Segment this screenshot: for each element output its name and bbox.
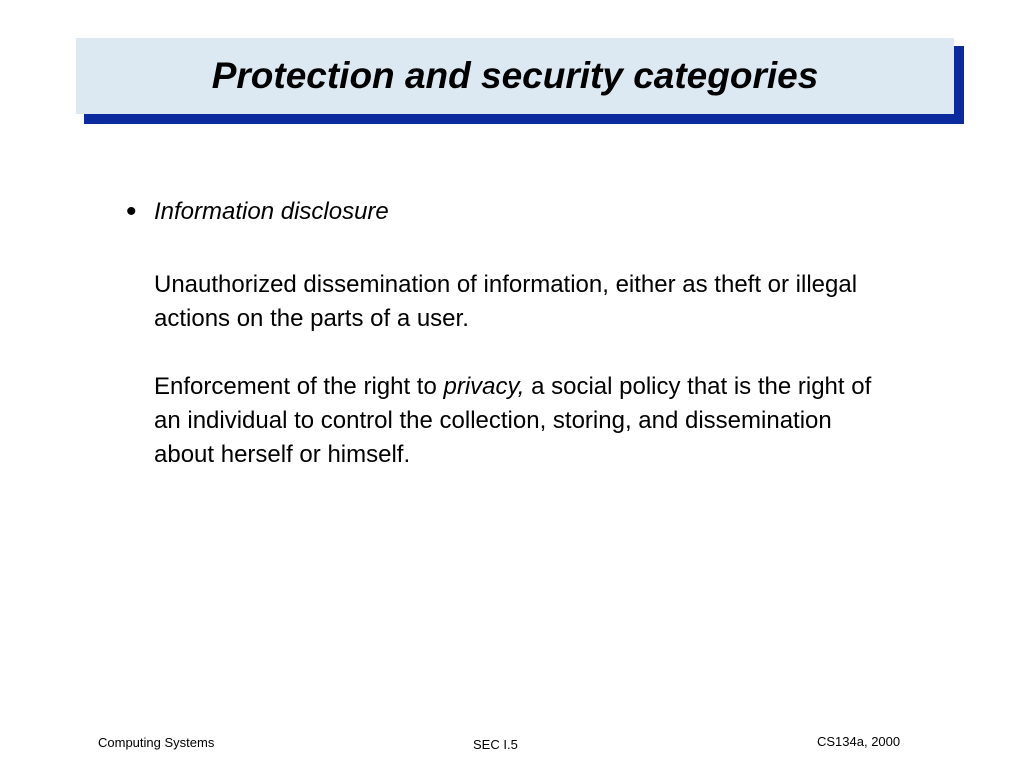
title-box bbox=[76, 38, 954, 114]
footer-course-code: CS134a, 2000 bbox=[817, 734, 901, 749]
footer-slide-number: SEC I.5 bbox=[473, 737, 518, 752]
slide-title: Protection and security categories bbox=[211, 55, 819, 96]
footer-course-name: Computing Systems bbox=[98, 735, 215, 750]
paragraph-unauthorized-dissemination: Unauthorized dissemination of information, either as theft or illegal actions on the parts of a user. bbox=[154, 271, 858, 332]
paragraph-text-after: a social policy that is the right of an individual to control the collection, storing, and dissemination about herself or himself. bbox=[154, 373, 872, 468]
paragraph-privacy-enforcement bbox=[154, 370, 894, 472]
bullet-heading: Information disclosure bbox=[154, 198, 389, 225]
paragraph-text-before: Enforcement of the right to bbox=[154, 373, 444, 400]
bullet-item bbox=[126, 197, 389, 229]
privacy-emphasis: privacy, bbox=[443, 373, 525, 400]
bullet-dot-icon: • bbox=[126, 195, 137, 228]
